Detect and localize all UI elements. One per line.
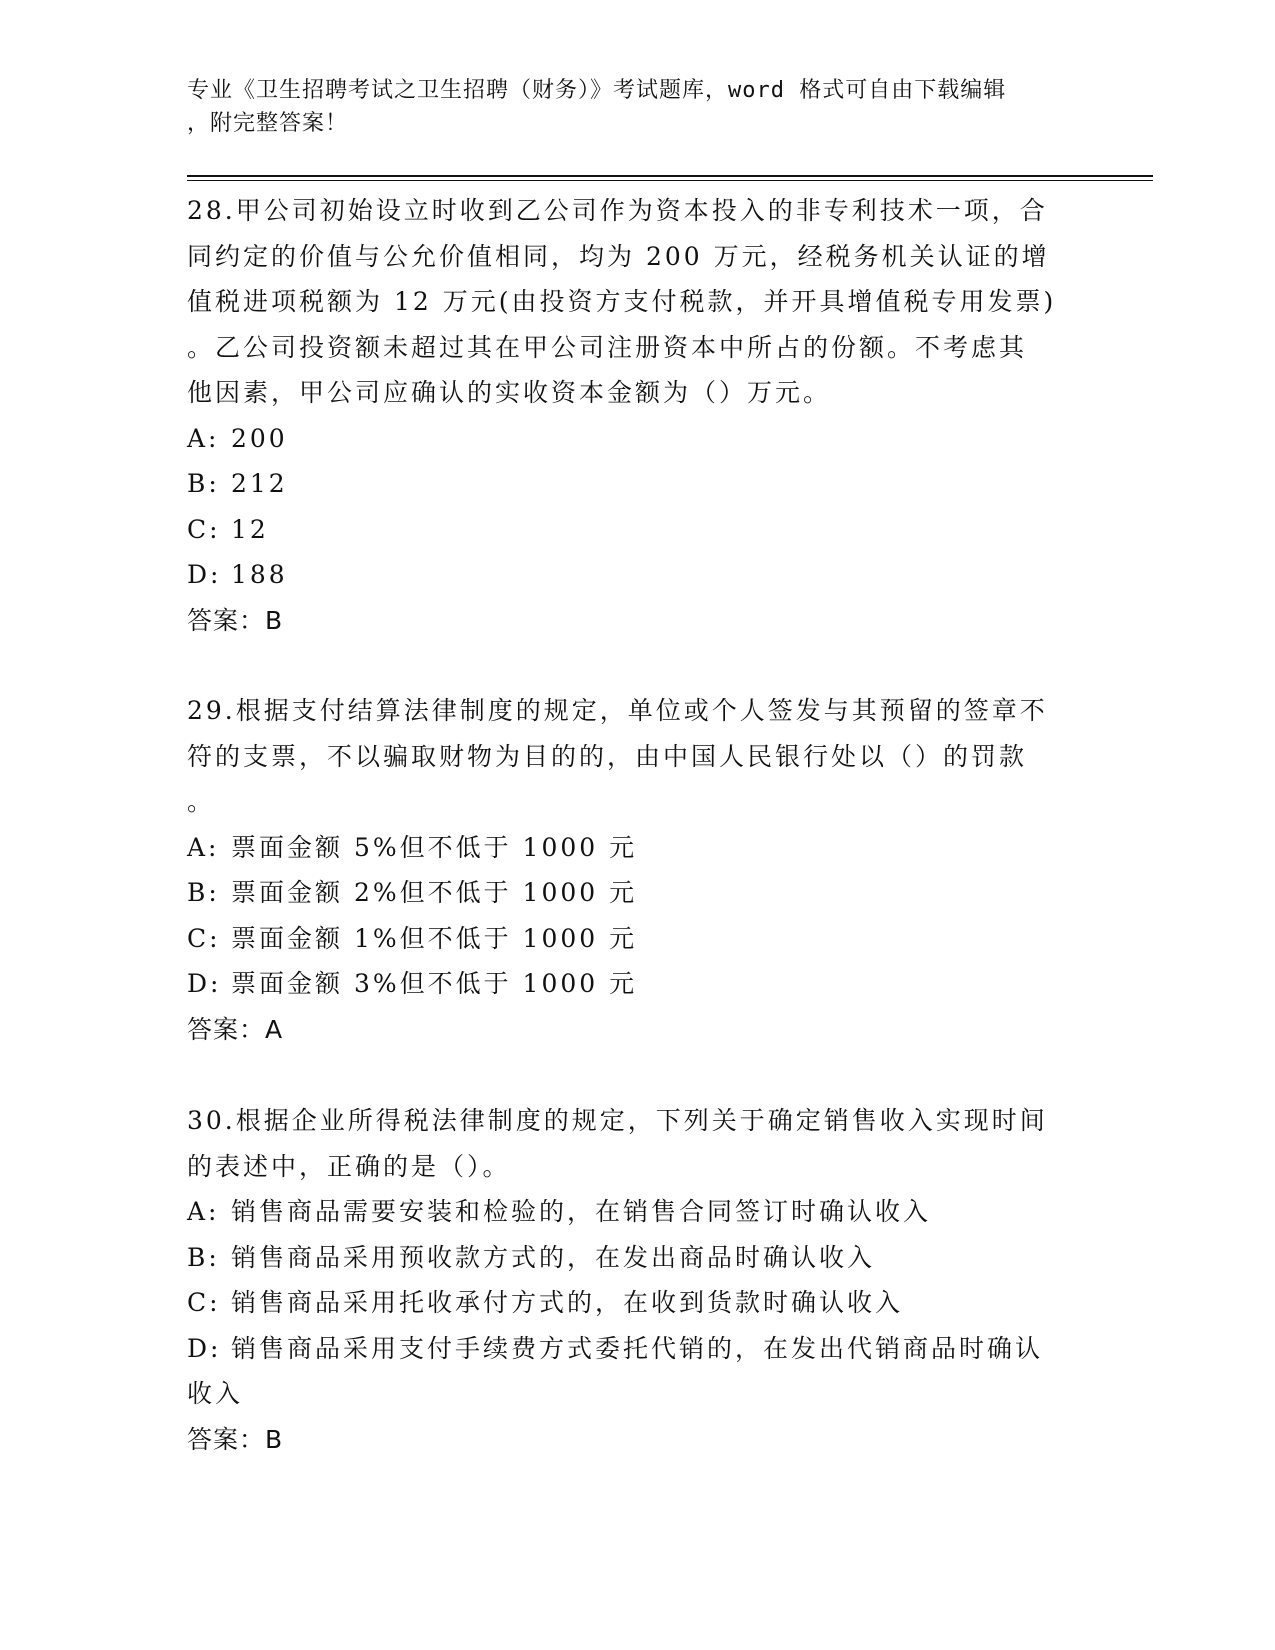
- option-text: 销售商品采用托收承付方式的，在收到货款时确认收入: [231, 1288, 904, 1317]
- answer-line: 答案：B: [187, 605, 284, 635]
- option-text: 销售商品采用支付手续费方式委托代销的，在发出代销商品时确认: [231, 1333, 1044, 1363]
- option-text: 销售商品需要安装和检验的，在销售合同签订时确认收入: [231, 1197, 932, 1226]
- option-key: D:: [187, 969, 222, 998]
- option-c: [187, 1280, 1087, 1326]
- option-key: B:: [187, 469, 220, 498]
- option-key: A:: [187, 423, 220, 453]
- option-text: 票面金额 1%但不低于 1000 元: [231, 923, 638, 953]
- option-b: [187, 461, 1087, 507]
- option-key: C:: [187, 514, 221, 544]
- option-text: 188: [231, 560, 288, 589]
- option-text: 票面金额 2%但不低于 1000 元: [231, 878, 638, 907]
- header-line-2: ，附完整答案！: [187, 111, 349, 136]
- option-text: 12: [231, 514, 269, 544]
- question-29: [187, 688, 1087, 1052]
- header-divider-thick: [187, 175, 1153, 177]
- question-stem-line: 符的支票，不以骗取财物为目的的，由中国人民银行处以（）的罚款: [187, 741, 1028, 771]
- option-text: 票面金额 3%但不低于 1000 元: [231, 969, 638, 998]
- header-line-1: 专业《卫生招聘考试之卫生招聘（财务）》考试题库，word 格式可自由下载编辑: [187, 78, 1007, 103]
- question-stem-line: 29.根据支付结算法律制度的规定，单位或个人签发与其预留的签章不: [187, 696, 1048, 725]
- question-stem-line: 28.甲公司初始设立时收到乙公司作为资本投入的非专利技术一项，合: [187, 196, 1048, 225]
- option-key: D:: [187, 560, 222, 589]
- option-b: [187, 1235, 1087, 1281]
- answer-line: 答案：B: [187, 1424, 284, 1454]
- question-30: [187, 1098, 1087, 1462]
- header-divider-thin: [187, 180, 1153, 181]
- document-header: [187, 74, 1067, 140]
- question-28: [187, 188, 1087, 643]
- option-text: 销售商品采用预收款方式的，在发出商品时确认收入: [231, 1242, 876, 1272]
- question-stem-line: 同约定的价值与公允价值相同，均为 200 万元，经税务机关认证的增: [187, 241, 1050, 271]
- question-stem-line: 。乙公司投资额未超过其在甲公司注册资本中所占的份额。不考虑其: [187, 332, 1028, 362]
- option-key: C:: [187, 1288, 221, 1317]
- question-stem-line: 。: [187, 787, 216, 816]
- option-d-continuation: 收入: [187, 1379, 244, 1408]
- question-stem-line: 的表述中，正确的是（）。: [187, 1151, 511, 1181]
- answer-line: 答案：A: [187, 1014, 284, 1044]
- option-text: 212: [231, 469, 288, 498]
- option-a: [187, 825, 1087, 871]
- option-key: A:: [187, 1197, 220, 1226]
- option-c: [187, 916, 1087, 962]
- option-b: [187, 870, 1087, 916]
- question-stem-line: 他因素，甲公司应确认的实收资本金额为（）万元。: [187, 378, 832, 407]
- option-d: [187, 1326, 1087, 1372]
- question-stem-line: 值税进项税额为 12 万元(由投资方支付税款，并开具增值税专用发票): [187, 287, 1057, 316]
- option-key: D:: [187, 1333, 222, 1363]
- option-text: 200: [231, 423, 288, 453]
- option-d: [187, 961, 1087, 1007]
- option-a: [187, 416, 1087, 462]
- option-key: A:: [187, 832, 220, 862]
- option-a: [187, 1189, 1087, 1235]
- option-c: [187, 507, 1087, 553]
- option-key: C:: [187, 923, 221, 953]
- question-stem-line: 30.根据企业所得税法律制度的规定，下列关于确定销售收入实现时间: [187, 1106, 1048, 1135]
- option-d: [187, 552, 1087, 598]
- option-key: B:: [187, 1242, 220, 1272]
- option-key: B:: [187, 878, 220, 907]
- option-text: 票面金额 5%但不低于 1000 元: [231, 832, 638, 862]
